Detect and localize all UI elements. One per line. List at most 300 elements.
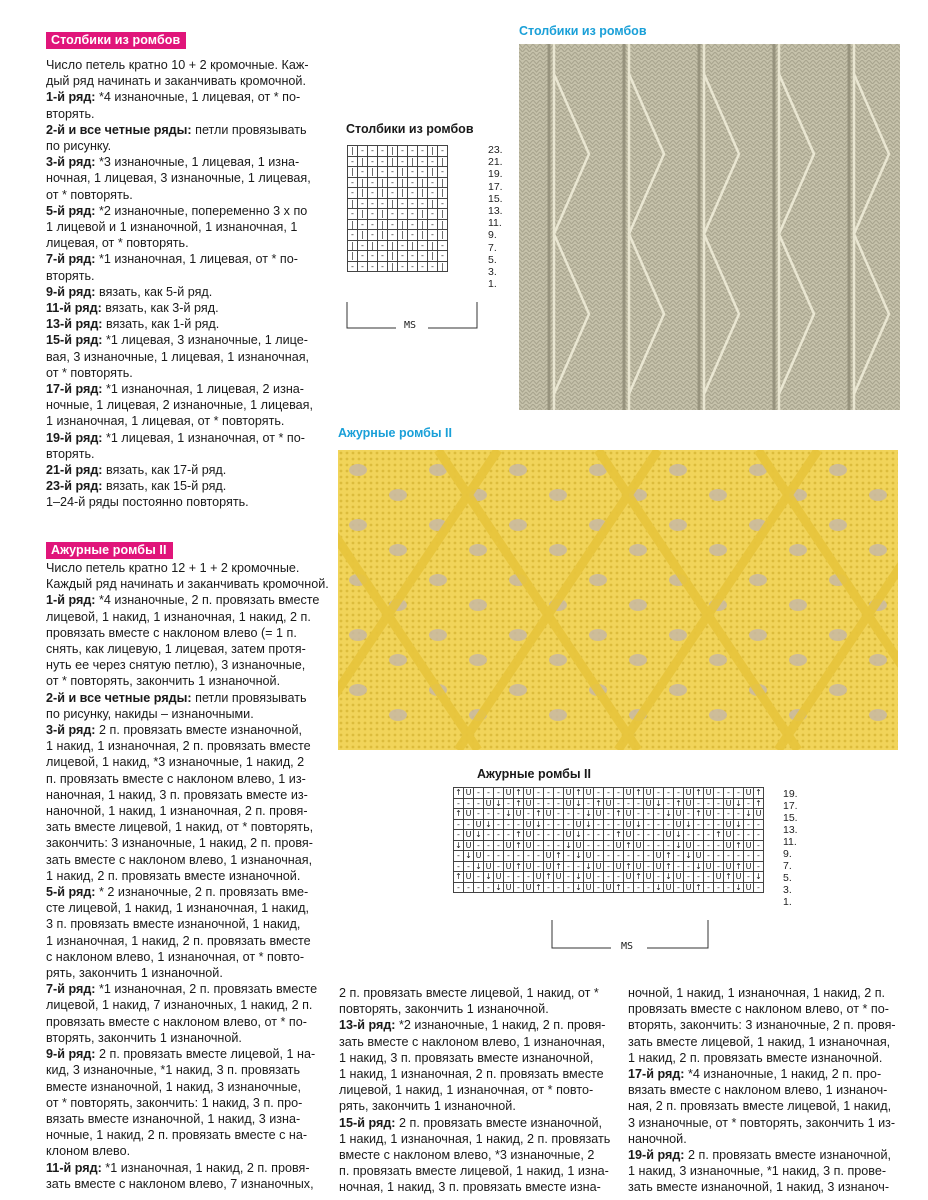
chart-cell: U [684, 798, 694, 809]
instruction-line [46, 1046, 336, 1062]
line-text: *4 изнаночные, 1 лицевая, от * по- [95, 90, 301, 105]
chart-row [454, 882, 764, 893]
chart-cell: - [744, 872, 754, 883]
chart-cell: - [484, 788, 494, 799]
line-text: *2 изнаночные, попеременно 3 х по [95, 203, 308, 218]
chart-cell: - [504, 819, 514, 830]
instruction-line [46, 706, 336, 722]
line-text: вязать вместе изнаночной, 1 накид, 3 изна- [46, 1111, 301, 1126]
line-text: Каждый ряд начинать и заканчивать кромочной. [46, 577, 329, 592]
row-label: 1-й ряд: [46, 593, 96, 608]
instruction-line [628, 1066, 920, 1082]
chart-cell: - [564, 882, 574, 893]
line-text: от * повторять. [46, 187, 133, 202]
instruction-line [339, 1179, 629, 1195]
chart-cell: ↓ [735, 882, 742, 892]
chart-cell: ↑ [555, 861, 562, 871]
chart-cell: - [614, 851, 624, 862]
chart-cell: ↓ [495, 882, 502, 892]
chart-cell: | [438, 156, 448, 167]
chart-cell: U [474, 819, 484, 830]
chart-cell: - [358, 261, 368, 272]
chart-cell: U [664, 882, 674, 893]
chart-cell: U [674, 872, 684, 883]
chart-cell: - [388, 219, 398, 230]
line-text: 1 накид, 1 изнаночная, 2 п. провязать вместе [46, 739, 311, 754]
chart-cell: - [654, 788, 664, 799]
chart-cell: U [574, 840, 584, 851]
chart-cell: | [398, 219, 408, 230]
chart-cell: ↑ [635, 872, 642, 882]
chart-cell: - [674, 788, 684, 799]
chart-cell: - [754, 840, 764, 851]
instruction-line [46, 430, 336, 446]
chart-cell: ↓ [685, 851, 692, 861]
chart-cell: U [544, 851, 554, 862]
photo1-title: Столбики из ромбов [519, 24, 647, 38]
instruction-line [339, 1115, 629, 1131]
chart-cell: - [358, 167, 368, 178]
chart-cell: - [594, 819, 604, 830]
chart-cell: U [734, 872, 744, 883]
chart-cell: - [398, 198, 408, 209]
chart-cell: - [664, 788, 674, 799]
chart-cell: ↓ [475, 861, 482, 871]
chart-cell: - [644, 882, 654, 893]
chart-cell: U [544, 861, 554, 872]
chart-cell: - [714, 788, 724, 799]
chart-cell: U [624, 819, 634, 830]
chart-cell: U [464, 840, 474, 851]
instruction-line [46, 933, 336, 949]
line-text: вая, 3 изнаночные, 1 лицевая, 1 изнаночная, [46, 349, 310, 364]
instruction-line [46, 722, 336, 738]
instruction-line [46, 1014, 336, 1030]
chart-cell: - [494, 809, 504, 820]
chart-cell: - [694, 830, 704, 841]
instruction-line [46, 609, 336, 625]
chart-cell: - [544, 798, 554, 809]
instruction-line [46, 235, 336, 251]
instruction-line [46, 852, 336, 868]
chart-cell: - [474, 798, 484, 809]
chart-cell: - [398, 209, 408, 220]
chart-cell: - [378, 156, 388, 167]
chart-cell: - [574, 861, 584, 872]
line-text: *3 изнаночные, 1 лицевая, 1 изна- [95, 155, 300, 170]
chart2-row-numbers [783, 789, 798, 909]
chart-cell: U [674, 809, 684, 820]
row-number: 21. [488, 156, 503, 169]
chart-cell: U [684, 882, 694, 893]
chart-cell: - [634, 809, 644, 820]
chart-cell: - [464, 882, 474, 893]
chart-cell: - [398, 261, 408, 272]
chart-row [454, 872, 764, 883]
chart-cell: - [484, 840, 494, 851]
chart-cell: - [534, 830, 544, 841]
chart-cell: - [358, 146, 368, 157]
chart-cell: | [398, 177, 408, 188]
chart-row [454, 851, 764, 862]
chart-cell: - [724, 809, 734, 820]
chart-cell: U [714, 872, 724, 883]
line-text: клоном влево. [46, 1144, 131, 1159]
chart-cell: - [388, 167, 398, 178]
instruction-line [46, 868, 336, 884]
chart-cell: - [438, 198, 448, 209]
chart-cell: - [554, 809, 564, 820]
line-text: петли провязывать [191, 122, 307, 137]
chart-cell: - [554, 882, 564, 893]
chart-cell: ↑ [615, 882, 622, 892]
chart-cell: - [564, 819, 574, 830]
line-text: 1 накид, 1 изнаночная, 1 накид, 2 п. провязать [339, 1131, 611, 1146]
chart-cell: - [388, 209, 398, 220]
line-text: вязать, как 5-й ряд. [95, 284, 213, 299]
chart-cell: U [704, 809, 714, 820]
chart-cell: - [604, 861, 614, 872]
line-text: снять, как лицевую, 1 лицевая, затем протя- [46, 642, 306, 657]
line-text: по рисунку. [46, 139, 112, 154]
chart-cell: | [418, 219, 428, 230]
line-text: 2 п. провязать вместе лицевой, 1 накид, от * [339, 986, 599, 1000]
line-text: вместе с наклоном влево, *3 изнаночные, 2 [339, 1148, 595, 1163]
chart-cell: ↓ [575, 830, 582, 840]
line-text: по рисунку, накиды – изнаночными. [46, 706, 254, 721]
chart-cell: ↓ [565, 840, 572, 850]
chart-cell: | [428, 251, 438, 262]
chart-cell: - [584, 798, 594, 809]
row-label: 15-й ряд: [339, 1115, 396, 1130]
chart-cell: | [348, 219, 358, 230]
row-number: 11. [488, 217, 502, 230]
instruction-line [339, 1066, 629, 1082]
section2-tag-label: Ажурные ромбы II [46, 542, 173, 559]
chart-cell: U [504, 861, 514, 872]
chart-cell: ↑ [755, 798, 762, 808]
line-text: *1 лицевая, 1 изнаночная, от * по- [102, 430, 305, 445]
chart-cell: - [484, 851, 494, 862]
row-number: 23. [488, 144, 503, 156]
line-text: * 2 изнаночные, 2 п. провязать вме- [95, 885, 309, 900]
chart-cell: ↓ [655, 798, 662, 808]
chart-cell: - [474, 882, 484, 893]
line-text: вязать, как 15-й ряд. [102, 479, 227, 494]
chart-cell: U [584, 788, 594, 799]
line-text: ночные, 1 накид, 2 п. провязать вместе с на- [46, 1128, 308, 1143]
chart-cell: - [524, 851, 534, 862]
chart-cell: - [704, 819, 714, 830]
chart-cell: U [684, 840, 694, 851]
line-text: вязать, как 17-й ряд. [102, 463, 227, 478]
chart-cell: - [754, 882, 764, 893]
chart2-repeat-label: MS [621, 941, 634, 952]
line-text: 2 п. провязать вместе лицевой, 1 на- [95, 1047, 316, 1062]
chart-cell: - [634, 798, 644, 809]
chart-cell: - [744, 830, 754, 841]
line-text: наночная, 1 накид, 3 п. провязать вместе из- [46, 787, 308, 802]
instruction-line [46, 576, 336, 592]
chart-row [348, 240, 448, 251]
chart-row [454, 840, 764, 851]
chart-cell: - [574, 809, 584, 820]
chart-cell: - [594, 840, 604, 851]
chart-cell: | [348, 167, 358, 178]
chart-cell: - [428, 156, 438, 167]
line-text: 1 лицевой и 1 изнаночной, 1 изнаночная, 1 [46, 220, 298, 235]
instruction-line [628, 1131, 920, 1147]
row-number: 9. [488, 229, 497, 242]
chart-cell: - [368, 146, 378, 157]
line-text: 1 накид, 3 изнаночные, *1 накид, 3 п. прове- [628, 1164, 887, 1179]
chart-cell: - [428, 209, 438, 220]
chart-cell: U [464, 809, 474, 820]
chart-cell: | [348, 198, 358, 209]
chart-cell: - [428, 219, 438, 230]
chart-row [348, 209, 448, 220]
photo2-knit-sample [338, 450, 898, 750]
chart-cell: - [494, 861, 504, 872]
chart-cell: - [504, 872, 514, 883]
chart-cell: - [684, 872, 694, 883]
chart-cell: | [368, 167, 378, 178]
chart-cell: U [604, 882, 614, 893]
chart-cell: - [594, 872, 604, 883]
chart-cell: - [514, 851, 524, 862]
chart-cell: - [408, 146, 418, 157]
row-number: 3. [488, 265, 497, 278]
section1-tag-label: Столбики из ромбов [46, 32, 186, 49]
chart-cell: - [408, 230, 418, 241]
chart-cell: - [614, 798, 624, 809]
chart-cell: - [664, 840, 674, 851]
line-text: п. провязать вместе с наклоном влево, 1 из- [46, 771, 306, 786]
chart-cell: U [574, 819, 584, 830]
chart-cell: ↑ [555, 851, 562, 861]
chart-cell: - [514, 872, 524, 883]
chart-cell: ↓ [465, 851, 472, 861]
instruction-line [46, 446, 336, 462]
chart-cell: | [358, 209, 368, 220]
chart-cell: - [544, 819, 554, 830]
instruction-line [628, 1034, 920, 1050]
chart-cell: - [454, 830, 464, 841]
chart-cell: U [524, 798, 534, 809]
chart-cell: - [694, 798, 704, 809]
chart-cell: ↑ [725, 872, 732, 882]
instruction-line [46, 57, 336, 73]
chart-cell: - [614, 819, 624, 830]
chart-cell: - [644, 851, 654, 862]
line-text: ночная, 1 накид, 3 п. провязать вместе изна- [339, 1180, 601, 1195]
chart-cell: ↓ [475, 830, 482, 840]
instruction-line [339, 1163, 629, 1179]
chart-cell: - [644, 830, 654, 841]
chart-cell: U [674, 819, 684, 830]
chart-cell: ↑ [545, 872, 552, 882]
instruction-line [46, 754, 336, 770]
chart-cell: - [664, 798, 674, 809]
instruction-line [628, 1098, 920, 1114]
chart-cell: ↑ [515, 798, 522, 808]
chart-row [348, 198, 448, 209]
chart-cell: ↓ [575, 882, 582, 892]
chart-row [348, 219, 448, 230]
instruction-line [46, 900, 336, 916]
instruction-line [46, 365, 336, 381]
chart-cell: ↓ [655, 882, 662, 892]
chart-cell: U [564, 798, 574, 809]
row-label: 5-й ряд: [46, 203, 96, 218]
instruction-line [46, 300, 336, 316]
chart-cell: - [388, 188, 398, 199]
chart-cell: ↓ [745, 809, 752, 819]
chart-cell: | [378, 230, 388, 241]
chart-cell: - [564, 861, 574, 872]
line-text: от * повторять, закончить: 1 накид, 3 п. про- [46, 1095, 303, 1110]
instruction-line [46, 771, 336, 787]
chart-row [348, 177, 448, 188]
chart-cell: U [504, 788, 514, 799]
line-text: 1 накид, 1 изнаночная, 2 п. провязать вместе [339, 1067, 604, 1082]
instruction-line [339, 1050, 629, 1066]
chart-cell: - [484, 809, 494, 820]
instruction-line [339, 1147, 629, 1163]
chart-cell: - [724, 788, 734, 799]
section2-tag [46, 541, 173, 559]
line-text: вязать, как 1-й ряд. [102, 317, 220, 332]
chart-cell: ↓ [575, 798, 582, 808]
chart-cell: - [368, 219, 378, 230]
row-label: 11-й ряд: [46, 301, 102, 316]
line-text: 1 изнаночная, 1 лицевая, от * повторять. [46, 414, 285, 429]
chart-cell: ↑ [735, 840, 742, 850]
chart-cell: - [494, 840, 504, 851]
instruction-line [46, 203, 336, 219]
chart-cell: | [418, 188, 428, 199]
chart-cell: - [654, 840, 664, 851]
chart-row [454, 809, 764, 820]
chart-cell: | [358, 156, 368, 167]
chart-cell: - [408, 209, 418, 220]
instruction-line [46, 494, 336, 510]
row-number: 17. [488, 180, 503, 193]
chart-cell: | [438, 219, 448, 230]
instruction-line [46, 592, 336, 608]
line-text: наночной, 1 накид, 1 изнаночная, 2 п. провя- [46, 804, 308, 819]
line-text: провязать вместе с наклоном влево, от * по- [46, 1014, 307, 1029]
chart-cell: ↑ [635, 788, 642, 798]
chart-cell: - [664, 819, 674, 830]
instruction-line [46, 1111, 336, 1127]
line-text: наночной. [628, 1131, 687, 1146]
chart-cell: ↑ [575, 788, 582, 798]
line-text: Число петель кратно 12 + 1 + 2 кромочные. [46, 561, 300, 575]
instruction-line [46, 349, 336, 365]
chart-cell: U [604, 798, 614, 809]
chart-cell: ↑ [665, 861, 672, 871]
chart-cell: - [454, 851, 464, 862]
chart-row [348, 156, 448, 167]
chart-cell: - [634, 851, 644, 862]
line-text: вязать вместе с наклоном влево, 1 изнаноч- [628, 1083, 888, 1098]
chart-cell: - [418, 251, 428, 262]
instruction-line [628, 1179, 920, 1195]
chart-cell: - [368, 261, 378, 272]
instruction-line [46, 219, 336, 235]
chart-cell: ↓ [675, 840, 682, 850]
chart-cell: - [594, 788, 604, 799]
chart-cell: - [604, 819, 614, 830]
chart-cell: | [418, 209, 428, 220]
chart-cell: | [418, 230, 428, 241]
chart-cell: - [694, 872, 704, 883]
chart-cell: U [584, 851, 594, 862]
section2-continued-col2 [339, 985, 629, 1196]
line-text: закончить: 3 изнаночные, 1 накид, 2 п. провя- [46, 836, 313, 851]
chart-cell: U [464, 788, 474, 799]
chart-cell: - [428, 230, 438, 241]
chart-cell: ↓ [665, 809, 672, 819]
chart-cell: - [644, 809, 654, 820]
chart-cell: | [438, 209, 448, 220]
chart-cell: - [378, 251, 388, 262]
instruction-line [628, 1147, 920, 1163]
chart-cell: | [378, 188, 388, 199]
chart-cell: U [584, 882, 594, 893]
row-label: 7-й ряд: [46, 252, 96, 267]
chart-cell: - [634, 882, 644, 893]
chart-cell: - [408, 177, 418, 188]
chart2-title: Ажурные ромбы II [477, 767, 591, 781]
chart-cell: - [734, 830, 744, 841]
line-text: 1 накид, 2 п. провязать вместе изнаночной. [628, 1050, 883, 1065]
instruction-line [339, 1131, 629, 1147]
line-text: зать вместе с наклоном влево, 1 изнаночная, [46, 852, 313, 867]
chart-cell: - [348, 230, 358, 241]
chart-cell: - [644, 840, 654, 851]
chart-cell: ↑ [735, 861, 742, 871]
chart-cell: - [534, 788, 544, 799]
chart-cell: - [654, 872, 664, 883]
chart-cell: ↑ [595, 798, 602, 808]
chart-cell: - [734, 851, 744, 862]
line-text: вторять. [46, 106, 95, 121]
chart-cell: | [418, 177, 428, 188]
line-text: *1 изнаночная, 1 лицевая, 2 изна- [102, 382, 305, 397]
chart-cell: - [514, 882, 524, 893]
instruction-line [46, 413, 336, 429]
chart-cell: ↓ [535, 819, 542, 829]
chart-cell: - [714, 798, 724, 809]
chart-cell: ↓ [455, 840, 462, 850]
line-text: дый ряд начинать и заканчивать кромочной. [46, 74, 306, 89]
line-text: лицевой, 1 накид, *3 изнаночные, 1 накид, 2 [46, 755, 305, 770]
line-text: зать вместе лицевой, 1 накид, от * повторять, [46, 820, 314, 835]
chart-cell: - [368, 156, 378, 167]
chart-cell: - [438, 251, 448, 262]
chart-cell: - [654, 830, 664, 841]
chart-row [348, 188, 448, 199]
chart-cell: - [704, 840, 714, 851]
chart-cell: U [724, 819, 734, 830]
instruction-line [46, 673, 336, 689]
line-text: ная, 2 п. провязать вместе лицевой, 1 накид, [628, 1099, 892, 1114]
chart-row [348, 251, 448, 262]
instruction-line [46, 462, 336, 478]
chart-cell: ↑ [755, 788, 762, 798]
